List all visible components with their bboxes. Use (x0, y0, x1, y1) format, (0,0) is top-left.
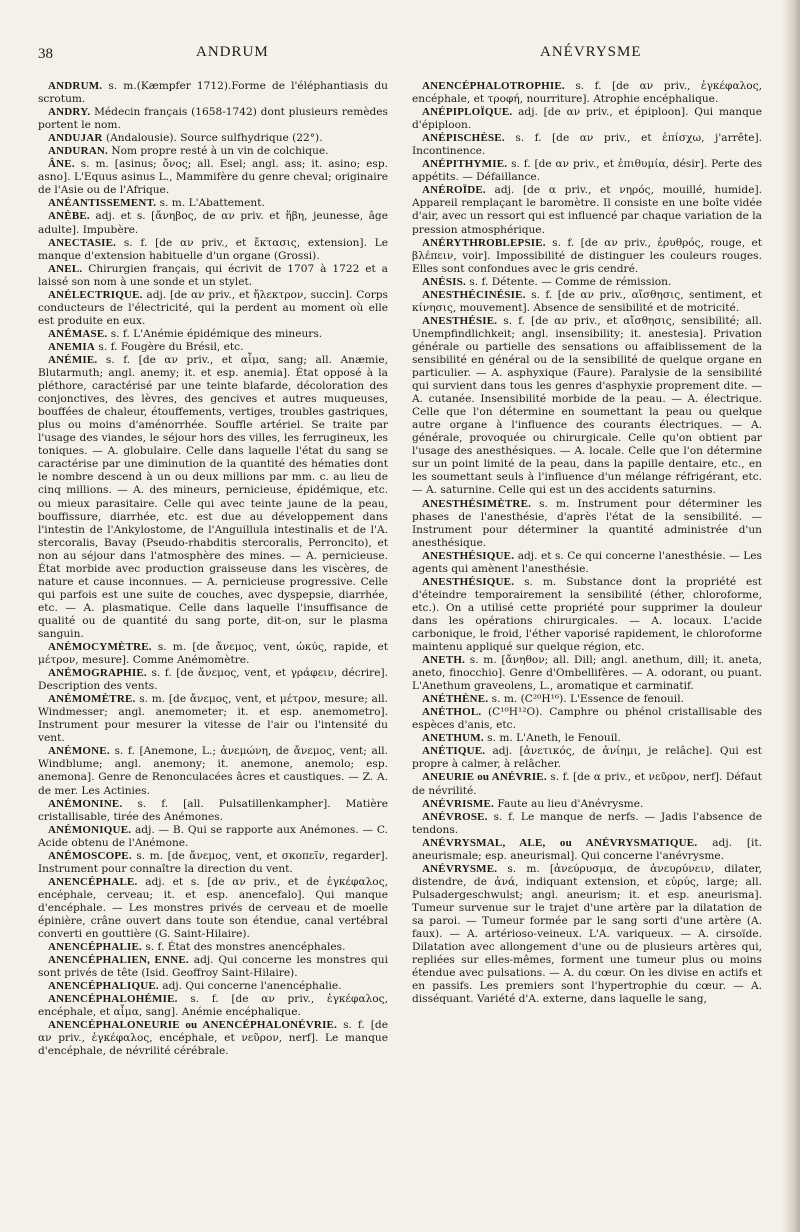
entry-definition: Médecin français (1658-1742) dont plusieurs remèdes portent le nom. (38, 106, 388, 132)
entry-headword: ANENCÉPHALONEURIE ou ANENCÉPHALONÉVRIE. (48, 1019, 338, 1032)
right-column (412, 80, 762, 1006)
entry-definition: Chirurgien français, qui écrivit de 1707 à 1722 et a laissé son nom à une sonde et un stylet. (38, 262, 388, 288)
entry-definition: adj. [ἀνετικός, de ἀνίημι, je relâche]. Qui est propre à calmer, à relâcher. (412, 745, 762, 771)
entry-headword: ANÉVROSE. (422, 810, 488, 823)
dictionary-entry (38, 158, 388, 197)
entry-headword: ANÉMASE. (48, 327, 108, 340)
entry-definition: s. m.(Kæmpfer 1712).Forme de l'éléphantiasis du scrotum. (38, 80, 388, 106)
entry-definition: adj. [de αν priv., et épiploon]. Qui manque d'épiploon. (412, 106, 762, 132)
entry-definition: s. f. [de αν priv., et ἐπιθυμία, désir]. Perte des appétits. — Défaillance. (412, 158, 763, 184)
entry-definition: s. f. [de αν priv., ἐρυθρός, rouge, et βλέπειν, voir]. Impossibilité de distinguer les couleurs rouges. Elles sont confondues avec le gris cendré. (412, 236, 762, 275)
entry-headword: ANÉTHÈNE. (422, 693, 489, 706)
entry-definition: s. f. [de αν priv., ἐγκέφαλος, encéphale, et αἷμα, sang]. Anémie encéphalique. (38, 993, 388, 1019)
entry-headword: ANEMIA (48, 340, 96, 353)
entry-definition: Nom propre resté à un vin de colchique. (111, 145, 329, 158)
entry-definition: s. m. [de ἄνεμος, vent, et σκοπεῖν, regarder]. Instrument pour connaître la direction du vent. (38, 849, 388, 875)
dictionary-entry (412, 289, 762, 315)
entry-definition: s. f. Le manque de nerfs. — Jadis l'absence de tendons. (412, 810, 762, 836)
entry-definition: s. m. [de ἄνεμος, vent, et μέτρον, mesure; all. Windmesser; angl. anemometer; it. et esp. anemometro]. Instrument pour mesurer la vitesse de l'air ou l'intensité du vent. (38, 693, 388, 745)
entry-headword: ANÉPISCHÈSE. (422, 132, 505, 145)
entry-headword: ANÉPIPLOÏQUE. (422, 106, 513, 119)
dictionary-entry (38, 145, 388, 158)
dictionary-entry (412, 158, 762, 184)
running-head-left: ANDRUM (196, 44, 269, 60)
dictionary-entry (38, 341, 388, 354)
entry-headword: ANÉVRISME. (422, 797, 494, 810)
entry-definition: s. f. [de αν priv., ἐγκέφαλος, encéphale, et νεῦρον, nerf]. Le manque d'encéphale, de névrilité cérébrale. (38, 1019, 388, 1058)
entry-headword: ANENCÉPHALIEN, ENNE. (48, 954, 189, 967)
entry-definition: s. f. [all. Pulsatillenkampher]. Matière cristallisable, tirée des Anémones. (38, 797, 388, 823)
dictionary-entry (38, 1019, 388, 1058)
page-header (38, 44, 778, 66)
dictionary-entry (412, 745, 762, 771)
entry-definition: adj. et s. [ἄνηβος, de αν priv. et ἥβη, jeunesse, âge adulte]. Impubère. (38, 210, 388, 236)
dictionary-entry (38, 106, 388, 132)
entry-definition: adj. Qui concerne les monstres qui sont privés de tête (Isid. Geoffroy Saint-Hilaire). (38, 954, 388, 980)
entry-definition: s. f. [de α priv., et νεῦρον, nerf]. Défaut de névrilité. (412, 771, 762, 797)
entry-headword: ANENCÉPHALIQUE. (48, 980, 159, 993)
entry-definition: s. f. [de ἄνεμος, vent, et γράφειν, décrire]. Description des vents. (38, 667, 388, 693)
dictionary-entry (38, 667, 388, 693)
entry-headword: ANÉVRYSMAL, ALE, ou ANÉVRYSMATIQUE. (422, 836, 698, 849)
entry-headword: ANÉRYTHROBLEPSIE. (422, 236, 546, 249)
entry-definition: s. f. Fougère du Brésil, etc. (98, 340, 244, 353)
dictionary-entry (38, 80, 388, 106)
entry-headword: ANENCÉPHALOHÉMIE. (48, 993, 178, 1006)
dictionary-entry (412, 550, 762, 576)
dictionary-entry (412, 837, 762, 863)
entry-definition: adj. Qui concerne l'anencéphalie. (162, 980, 342, 993)
entry-headword: ANESTHÉSIQUE. (422, 575, 515, 588)
dictionary-entry (38, 289, 388, 328)
entry-definition: (C¹⁰H¹²O). Camphre ou phénol cristallisable des espèces d'anis, etc. (412, 706, 763, 732)
entry-headword: ANENCÉPHALIE. (48, 941, 142, 954)
dictionary-entry (38, 328, 388, 341)
entry-headword: ANÉMONINE. (48, 797, 123, 810)
entry-headword: ANEURIE ou ANÉVRIE. (422, 771, 547, 784)
entry-headword: ANETHUM. (422, 732, 484, 745)
entry-definition: s. f. [de αν priv., et ἔκτασις, extension]. Le manque d'extension habituelle d'un organe (Grossi). (38, 236, 388, 262)
dictionary-entry (38, 237, 388, 263)
entry-headword: ANÉPITHYMIE. (422, 158, 508, 171)
entry-headword: ANÉLECTRIQUE. (48, 288, 143, 301)
dictionary-entry (38, 798, 388, 824)
entry-definition: s. f. État des monstres anencéphales. (145, 941, 346, 954)
dictionary-entry (412, 706, 762, 732)
entry-headword: ANDRUM. (48, 80, 103, 92)
entry-headword: ANDURAN. (48, 145, 108, 158)
entry-definition: s. f. [de αν priv., et αἷμα, sang; all. Anæmie, Blutarmuth; angl. anemy; it. et esp. anemia]. État opposé à la pléthore, caractérisé par une teinte blafarde, décoloration des conjonctives, des lèvres, des gencives et autres muqueuses, bouffées de chaleur, étouffements, vertiges, troubles gastriques, plus ou moins d'aménorrhée. Souffle artériel. Se traite par l'usage des viandes, le séjour hors des villes, les ferrugineux, les toniques. — A. globulaire. Celle dans laquelle l'état du sang se caractérise par une diminution de la quantité des hématies dont le nombre descend à un ou deux millions par mm. c. au lieu de cinq millions. — A. des mineurs, pernicieuse, épidémique, etc. ou mieux parasitaire. Celle qui avec teinte jaune de la peau, bouffissure, diarrhée, etc. est due au développement dans l'intestin de l'Ankylostome, de l'Anguillula intestinalis et de l'A. stercoralis, Bavay (Pseudo-rhabditis stercoralis, Perroncito), et non au séjour dans l'atmosphère des mines. — A. pernicieuse. État morbide avec production graisseuse dans les viscères, de nature et cause inconnues. — A. pernicieuse progressive. Celle qui parfois est une suite de couches, avec dyspepsie, diarrhée, etc. — A. plasmatique. Celle dans laquelle l'insuffisance de qualité ou de quantité du sang porte, dit-on, sur le plasma sanguin. (38, 353, 388, 640)
entry-headword: ÂNE. (48, 158, 75, 171)
entry-headword: ANÉTHOL. (422, 706, 482, 719)
entry-headword: ANÉMOCYMÈTRE. (48, 641, 152, 654)
entry-headword: ANDUJAR (48, 132, 103, 145)
entry-headword: ANESTHÉSIQUE. (422, 549, 515, 562)
entry-definition: adj. [de α priv., et νηρός, mouillé, humide]. Appareil remplaçant le baromètre. Il consiste en une boîte vidée d'air, avec un ressort qui est influencé par chaque variation de la pression atmosphérique. (412, 184, 762, 236)
entry-definition: adj. [it. aneurismale; esp. aneurismal]. Qui concerne l'anévrysme. (412, 836, 763, 862)
dictionary-entry (38, 693, 388, 745)
entry-headword: ANÉMONIQUE. (48, 823, 132, 836)
dictionary-entry (412, 132, 762, 158)
entry-definition: s. f. [Anemone, L.; ἀνεμώνη, de ἄνεμος, vent; all. Windblume; angl. anemony; it. anemone, anemolo; esp. anemona]. Genre de Renonculacées âcres et caustiques. — Z. A. de mer. Les Actinies. (38, 745, 388, 797)
entry-definition: adj. et s. Ce qui concerne l'anesthésie. — Les agents qui amènent l'anesthésie. (412, 549, 762, 575)
dictionary-entry (38, 993, 388, 1019)
entry-headword: ANENCÉPHALOTROPHIE. (422, 80, 565, 92)
dictionary-entry (38, 876, 388, 941)
entry-headword: ANÉMIE. (48, 353, 98, 366)
dictionary-entry (38, 210, 388, 236)
entry-definition: s. m. [ἄνηθον; all. Dill; angl. anethum, dill; it. aneta, aneto, finocchio]. Genre d'Ombellifères. — A. odorant, ou puant. L'Anethum graveolens, L., aromatique et carminatif. (412, 654, 763, 693)
dictionary-entry (412, 80, 762, 106)
entry-definition: s. m. [de ἄνεμος, vent, ὠκύς, rapide, et μέτρον, mesure]. Comme Anémomètre. (38, 641, 388, 667)
entry-headword: ANÉTIQUE. (422, 745, 486, 758)
left-column (38, 80, 388, 1059)
dictionary-entry (38, 824, 388, 850)
dictionary-entry (412, 106, 762, 132)
entry-headword: ANÈBE. (48, 210, 90, 223)
dictionary-entry (38, 263, 388, 289)
entry-headword: ANÉMOSCOPE. (48, 849, 132, 862)
entry-headword: ANESTHÉSIE. (422, 314, 498, 327)
dictionary-entry (38, 197, 388, 210)
entry-definition: s. f. [de αν priv., αἴσθησις, sentiment, et κίνησις, mouvement]. Absence de sensibilité et de motricité. (412, 288, 762, 314)
entry-definition: s. m. L'Abattement. (159, 197, 265, 210)
entry-definition: s. f. [de αν priv., ἐγκέφαλος, encéphale, et τροφή, nourriture]. Atrophie encéphalique. (412, 80, 762, 106)
dictionary-entry (38, 980, 388, 993)
dictionary-entry (38, 745, 388, 797)
entry-definition: s. f. [de αν priv., et αἴσθησις, sensibilité; all. Unempfindlichkeit; angl. insensibility; it. anestesia]. Privation générale ou partielle des sensations ou affaiblissement de la sensibilité en général ou de la sensibilité de quelque organe en particulier. — A. asphyxique (Faure). Paralysie de la sensibilité qui survient dans tous les genres d'asphyxie proprement dite. — A. cutanée. Insensibilité morbide de la peau. — A. électrique. Celle que l'on détermine en soumettant la peau ou quelque autre organe à l'influence des courants électriques. — A. générale, provoquée ou chirurgicale. Celle qu'on obtient par l'usage des anesthésiques. — A. locale. Celle que l'on détermine sur un point limité de la peau, dans la papille dentaire, etc., en les soumettant seuls à l'influence d'un mélange réfrigérant, etc. — A. saturnine. Celle qui est un des accidents saturnins. (412, 314, 762, 497)
running-head-right: ANÉVRYSME (540, 44, 642, 60)
page-edge-shadow (782, 0, 800, 1232)
entry-definition: s. m. L'Aneth, le Fenouil. (487, 732, 621, 745)
entry-headword: ANECTASIE. (48, 236, 117, 249)
entry-headword: ANÉROÏDE. (422, 184, 486, 197)
entry-definition: (Andalousie). Source sulfhydrique (22°). (105, 132, 323, 145)
entry-headword: ANEL. (48, 262, 83, 275)
entry-headword: ANÉMONE. (48, 745, 110, 758)
entry-headword: ANETH. (422, 654, 466, 667)
dictionary-entry (412, 184, 762, 236)
entry-definition: s. f. [de αν priv., et ἐπίσχω, j'arrête]. Incontinence. (412, 132, 762, 158)
entry-headword: ANENCÉPHALE. (48, 875, 138, 888)
entry-headword: ANESTHÉCINÉSIE. (422, 288, 526, 301)
dictionary-entry (412, 811, 762, 837)
dictionary-entry (38, 941, 388, 954)
dictionary-entry (412, 498, 762, 550)
entry-definition: s. m. (C²⁰H¹⁶). L'Essence de fenouil. (491, 693, 684, 706)
dictionary-entry (412, 315, 762, 498)
entry-definition: s. f. L'Anémie épidémique des mineurs. (110, 327, 323, 340)
entry-headword: ANESTHÉSIMÈTRE. (422, 497, 532, 510)
entry-headword: ANÉMOMÈTRE. (48, 693, 136, 706)
entry-headword: ANDRY. (48, 106, 91, 119)
entry-definition: s. f. Détente. — Comme de rémission. (469, 275, 672, 288)
dictionary-entry (412, 863, 762, 1007)
entry-definition: adj. — B. Qui se rapporte aux Anémones. — C. Acide obtenu de l'Anémone. (38, 823, 388, 849)
dictionary-entry (412, 237, 762, 276)
entry-definition: s. m. [ἀνεύρυσμα, de ἀνευρύνειν, dilater, distendre, de ἀνά, indiquant extension, et εὐρύς, large; all. Pulsadergeschwulst; angl. aneurism; it. et esp. aneurisma]. Tumeur survenue sur le trajet d'une artère par la dilatation de sa paroi. — Tumeur formée par le sang sorti d'une artère (A. faux). — A. artérioso-veineux. L'A. variqueux. — A. cirsoïde. Dilatation avec allongement d'une ou de plusieurs artères qui, repliées sur elles-mêmes, forment une tumeur plus ou moins étendue avec pulsations. — A. du cœur. On les divise en actifs et en passifs. Les premiers sont l'hypertrophie du cœur. — A. disséquant. Variété d'A. externe, dans laquelle le sang, (412, 862, 762, 1006)
page-number: 38 (38, 46, 53, 62)
entry-definition: s. m. Substance dont la propriété est d'éteindre temporairement la sensibilité (éther, chloroforme, etc.). On a utilisé cette propriété pour supprimer la douleur dans les opérations chirurgicales. — A. locaux. L'acide carbonique, le froid, l'éther vaporisé rapidement, le chloroforme maintenu appliqué sur quelque région, etc. (412, 575, 762, 654)
dictionary-entry (412, 693, 762, 706)
dictionary-entry (38, 641, 388, 667)
dictionary-entry (412, 654, 762, 693)
dictionary-entry (38, 354, 388, 641)
entry-definition: s. m. [asinus; ὄνος; all. Esel; angl. ass; it. asino; esp. asno]. L'Equus asinus L., Mammifère du genre cheval; originaire de l'Asie ou de l'Afrique. (38, 158, 388, 197)
dictionary-entry (38, 132, 388, 145)
dictionary-entry (412, 771, 762, 797)
dictionary-entry (412, 276, 762, 289)
dictionary-entry (412, 576, 762, 654)
dictionary-entry (412, 798, 762, 811)
entry-definition: s. m. Instrument pour déterminer les phases de l'anesthésie, d'après l'état de la sensibilité. — Instrument pour déterminer la quantité administrée d'un anesthésique. (412, 497, 762, 549)
entry-headword: ANÉVRYSME. (422, 862, 498, 875)
dictionary-entry (38, 954, 388, 980)
entry-definition: Faute au lieu d'Anévrysme. (497, 797, 644, 810)
entry-definition: adj. et s. [de αν priv., et de ἐγκέφαλος, encéphale, cerveau; it. et esp. anencefalo]. Qui manque d'encéphale. — Les monstres privés de cerveau et de moelle épinière, crâne ouvert dans toute son étendue, canal vertébral converti en gouttière (G. Saint-Hilaire). (38, 875, 388, 941)
entry-headword: ANÉANTISSEMENT. (48, 197, 157, 210)
entry-headword: ANÉSIS. (422, 275, 466, 288)
dictionary-entry (38, 850, 388, 876)
entry-definition: adj. [de αν priv., et ἤλεκτρον, succin]. Corps conducteurs de l'électricité, qui la perdent au moment où elle est produite en eux. (38, 288, 388, 327)
entry-headword: ANÉMOGRAPHIE. (48, 667, 147, 680)
dictionary-entry (412, 732, 762, 745)
